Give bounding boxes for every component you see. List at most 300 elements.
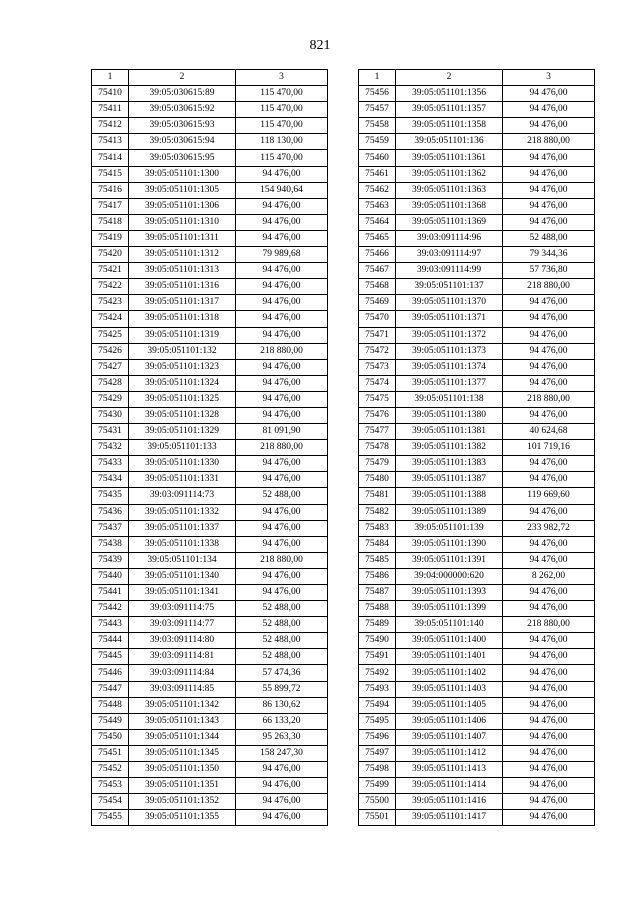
cell-cadastral-number: 39:05:051101:1416 xyxy=(396,794,503,810)
cell-value: 40 624,68 xyxy=(503,424,595,440)
table-row xyxy=(359,327,595,343)
column-header-number: 1 xyxy=(359,70,396,86)
cell-value: 94 476,00 xyxy=(503,729,595,745)
cell-row-number: 75452 xyxy=(92,762,129,778)
cell-value: 115 470,00 xyxy=(236,150,328,166)
table-row xyxy=(359,263,595,279)
table-row xyxy=(92,343,328,359)
cell-value: 8 262,00 xyxy=(503,568,595,584)
cell-row-number: 75432 xyxy=(92,440,129,456)
cell-row-number: 75489 xyxy=(359,617,396,633)
table-row xyxy=(92,472,328,488)
cell-cadastral-number: 39:05:051101:136 xyxy=(396,134,503,150)
cell-value: 94 476,00 xyxy=(503,794,595,810)
table-row xyxy=(359,391,595,407)
cell-cadastral-number: 39:05:051101:1355 xyxy=(129,810,236,826)
column-header-value: 3 xyxy=(503,70,595,86)
cell-cadastral-number: 39:03:091114:81 xyxy=(129,649,236,665)
table-row xyxy=(92,729,328,745)
table-row xyxy=(92,633,328,649)
cell-row-number: 75487 xyxy=(359,585,396,601)
cell-value: 81 091,90 xyxy=(236,424,328,440)
table-row xyxy=(92,279,328,295)
table-row xyxy=(92,794,328,810)
cell-row-number: 75466 xyxy=(359,247,396,263)
cell-cadastral-number: 39:05:051101:1374 xyxy=(396,359,503,375)
table-row xyxy=(359,713,595,729)
cell-value: 94 476,00 xyxy=(236,198,328,214)
cell-cadastral-number: 39:05:051101:1406 xyxy=(396,713,503,729)
table-row xyxy=(359,568,595,584)
cell-cadastral-number: 39:05:051101:138 xyxy=(396,391,503,407)
table-row xyxy=(92,617,328,633)
cell-row-number: 75448 xyxy=(92,697,129,713)
table-row xyxy=(92,407,328,423)
table-header-row xyxy=(92,70,328,86)
table-row xyxy=(359,697,595,713)
cell-value: 52 488,00 xyxy=(236,649,328,665)
cell-cadastral-number: 39:05:051101:1373 xyxy=(396,343,503,359)
table-row xyxy=(92,713,328,729)
cell-cadastral-number: 39:05:051101:133 xyxy=(129,440,236,456)
cell-value: 94 476,00 xyxy=(236,166,328,182)
cell-row-number: 75500 xyxy=(359,794,396,810)
cell-row-number: 75451 xyxy=(92,745,129,761)
cell-row-number: 75428 xyxy=(92,375,129,391)
table-row xyxy=(92,118,328,134)
cell-cadastral-number: 39:05:051101:1337 xyxy=(129,520,236,536)
cell-row-number: 75444 xyxy=(92,633,129,649)
cell-row-number: 75413 xyxy=(92,134,129,150)
cell-cadastral-number: 39:05:051101:1305 xyxy=(129,182,236,198)
cell-row-number: 75418 xyxy=(92,214,129,230)
cell-value: 158 247,30 xyxy=(236,745,328,761)
table-row xyxy=(359,118,595,134)
cell-row-number: 75416 xyxy=(92,182,129,198)
cell-row-number: 75417 xyxy=(92,198,129,214)
cell-value: 52 488,00 xyxy=(503,230,595,246)
table-row xyxy=(92,681,328,697)
cell-cadastral-number: 39:05:051101:1399 xyxy=(396,601,503,617)
cell-value: 94 476,00 xyxy=(503,86,595,102)
cell-value: 94 476,00 xyxy=(503,407,595,423)
cell-value: 94 476,00 xyxy=(503,166,595,182)
table-row xyxy=(359,794,595,810)
cell-row-number: 75421 xyxy=(92,263,129,279)
cell-value: 94 476,00 xyxy=(503,504,595,520)
cell-row-number: 75496 xyxy=(359,729,396,745)
table-row xyxy=(359,552,595,568)
cell-cadastral-number: 39:05:030615:89 xyxy=(129,86,236,102)
table-row xyxy=(359,214,595,230)
table-row xyxy=(359,601,595,617)
cell-value: 94 476,00 xyxy=(503,745,595,761)
cell-row-number: 75474 xyxy=(359,375,396,391)
cell-cadastral-number: 39:05:051101:1332 xyxy=(129,504,236,520)
table-row xyxy=(359,230,595,246)
cell-row-number: 75473 xyxy=(359,359,396,375)
table-row xyxy=(92,295,328,311)
cell-value: 119 669,60 xyxy=(503,488,595,504)
cell-value: 218 880,00 xyxy=(236,343,328,359)
cell-value: 52 488,00 xyxy=(236,617,328,633)
cell-value: 79 989,68 xyxy=(236,247,328,263)
table-row xyxy=(359,134,595,150)
cell-value: 94 476,00 xyxy=(236,230,328,246)
cell-cadastral-number: 39:05:051101:1372 xyxy=(396,327,503,343)
cell-row-number: 75470 xyxy=(359,311,396,327)
cell-cadastral-number: 39:05:051101:1403 xyxy=(396,681,503,697)
table-row xyxy=(92,601,328,617)
cell-value: 115 470,00 xyxy=(236,102,328,118)
cell-value: 218 880,00 xyxy=(236,552,328,568)
cell-row-number: 75443 xyxy=(92,617,129,633)
cell-row-number: 75450 xyxy=(92,729,129,745)
cell-value: 94 476,00 xyxy=(236,327,328,343)
cell-value: 94 476,00 xyxy=(503,118,595,134)
table-row xyxy=(92,102,328,118)
table-row xyxy=(359,762,595,778)
cell-row-number: 75482 xyxy=(359,504,396,520)
table-row xyxy=(359,407,595,423)
cell-cadastral-number: 39:05:051101:1377 xyxy=(396,375,503,391)
cell-cadastral-number: 39:05:051101:1324 xyxy=(129,375,236,391)
cell-row-number: 75434 xyxy=(92,472,129,488)
cell-value: 94 476,00 xyxy=(503,810,595,826)
cell-value: 94 476,00 xyxy=(503,214,595,230)
table-row xyxy=(359,778,595,794)
cell-value: 94 476,00 xyxy=(236,375,328,391)
cell-row-number: 75467 xyxy=(359,263,396,279)
cell-value: 218 880,00 xyxy=(503,279,595,295)
table-row xyxy=(359,166,595,182)
cell-row-number: 75471 xyxy=(359,327,396,343)
cell-cadastral-number: 39:05:051101:1383 xyxy=(396,456,503,472)
cell-value: 94 476,00 xyxy=(236,794,328,810)
cell-cadastral-number: 39:05:051101:1407 xyxy=(396,729,503,745)
table-row xyxy=(359,649,595,665)
table-row xyxy=(92,665,328,681)
cell-cadastral-number: 39:05:051101:1361 xyxy=(396,150,503,166)
cell-cadastral-number: 39:05:030615:93 xyxy=(129,118,236,134)
cell-cadastral-number: 39:05:051101:132 xyxy=(129,343,236,359)
table-row xyxy=(359,617,595,633)
cell-cadastral-number: 39:05:051101:1370 xyxy=(396,295,503,311)
cell-cadastral-number: 39:05:051101:1331 xyxy=(129,472,236,488)
table-row xyxy=(359,424,595,440)
cell-row-number: 75481 xyxy=(359,488,396,504)
cell-cadastral-number: 39:03:091114:85 xyxy=(129,681,236,697)
cell-value: 94 476,00 xyxy=(236,263,328,279)
cell-row-number: 75453 xyxy=(92,778,129,794)
page-number: 821 xyxy=(309,38,331,53)
cell-value: 94 476,00 xyxy=(503,472,595,488)
cell-row-number: 75424 xyxy=(92,311,129,327)
registry-table-right xyxy=(358,69,595,826)
cell-value: 154 940,64 xyxy=(236,182,328,198)
cell-row-number: 75472 xyxy=(359,343,396,359)
cell-row-number: 75441 xyxy=(92,585,129,601)
cell-cadastral-number: 39:05:051101:1318 xyxy=(129,311,236,327)
cell-value: 94 476,00 xyxy=(503,649,595,665)
column-header-cadastral: 2 xyxy=(129,70,236,86)
cell-cadastral-number: 39:03:091114:77 xyxy=(129,617,236,633)
table-row xyxy=(92,166,328,182)
cell-row-number: 75446 xyxy=(92,665,129,681)
cell-row-number: 75457 xyxy=(359,102,396,118)
cell-value: 94 476,00 xyxy=(503,311,595,327)
cell-cadastral-number: 39:05:051101:1390 xyxy=(396,536,503,552)
cell-row-number: 75433 xyxy=(92,456,129,472)
cell-row-number: 75415 xyxy=(92,166,129,182)
table-row xyxy=(359,585,595,601)
cell-value: 94 476,00 xyxy=(236,810,328,826)
cell-cadastral-number: 39:05:051101:1371 xyxy=(396,311,503,327)
table-row xyxy=(92,697,328,713)
table-row xyxy=(92,424,328,440)
cell-cadastral-number: 39:05:051101:1312 xyxy=(129,247,236,263)
cell-row-number: 75427 xyxy=(92,359,129,375)
cell-cadastral-number: 39:05:051101:1310 xyxy=(129,214,236,230)
table-row xyxy=(359,247,595,263)
table-row xyxy=(359,745,595,761)
table-row xyxy=(359,665,595,681)
cell-cadastral-number: 39:05:051101:1345 xyxy=(129,745,236,761)
cell-cadastral-number: 39:05:051101:1316 xyxy=(129,279,236,295)
cell-cadastral-number: 39:05:051101:1357 xyxy=(396,102,503,118)
cell-row-number: 75449 xyxy=(92,713,129,729)
cell-cadastral-number: 39:05:051101:1356 xyxy=(396,86,503,102)
table-row xyxy=(92,311,328,327)
cell-cadastral-number: 39:05:051101:1328 xyxy=(129,407,236,423)
table-row xyxy=(92,585,328,601)
cell-cadastral-number: 39:05:051101:1413 xyxy=(396,762,503,778)
cell-cadastral-number: 39:05:051101:1358 xyxy=(396,118,503,134)
table-row xyxy=(359,729,595,745)
cell-row-number: 75485 xyxy=(359,552,396,568)
cell-row-number: 75463 xyxy=(359,198,396,214)
cell-row-number: 75484 xyxy=(359,536,396,552)
cell-cadastral-number: 39:05:051101:1350 xyxy=(129,762,236,778)
table-row xyxy=(92,230,328,246)
table-row xyxy=(92,214,328,230)
table-row xyxy=(92,488,328,504)
table-row xyxy=(92,649,328,665)
cell-cadastral-number: 39:05:051101:1306 xyxy=(129,198,236,214)
table-row xyxy=(92,456,328,472)
cell-value: 94 476,00 xyxy=(503,343,595,359)
cell-value: 233 982,72 xyxy=(503,520,595,536)
cell-cadastral-number: 39:05:051101:1382 xyxy=(396,440,503,456)
table-row xyxy=(359,343,595,359)
cell-row-number: 75442 xyxy=(92,601,129,617)
table-row xyxy=(359,440,595,456)
cell-value: 101 719,16 xyxy=(503,440,595,456)
cell-cadastral-number: 39:03:091114:96 xyxy=(396,230,503,246)
table-row xyxy=(359,198,595,214)
table-row xyxy=(92,568,328,584)
cell-value: 115 470,00 xyxy=(236,118,328,134)
cell-cadastral-number: 39:05:051101:1319 xyxy=(129,327,236,343)
table-row xyxy=(92,359,328,375)
table-row xyxy=(92,810,328,826)
cell-value: 94 476,00 xyxy=(503,762,595,778)
cell-cadastral-number: 39:05:051101:1402 xyxy=(396,665,503,681)
cell-value: 94 476,00 xyxy=(236,407,328,423)
cell-cadastral-number: 39:03:091114:73 xyxy=(129,488,236,504)
cell-cadastral-number: 39:05:051101:1317 xyxy=(129,295,236,311)
cell-row-number: 75479 xyxy=(359,456,396,472)
table-row xyxy=(92,440,328,456)
table-row xyxy=(359,456,595,472)
cell-row-number: 75410 xyxy=(92,86,129,102)
cell-row-number: 75425 xyxy=(92,327,129,343)
table-row xyxy=(92,552,328,568)
cell-value: 52 488,00 xyxy=(236,633,328,649)
cell-value: 94 476,00 xyxy=(503,697,595,713)
cell-row-number: 75429 xyxy=(92,391,129,407)
table-row xyxy=(359,488,595,504)
cell-value: 94 476,00 xyxy=(503,102,595,118)
table-row xyxy=(359,150,595,166)
table-header-row xyxy=(359,70,595,86)
cell-row-number: 75493 xyxy=(359,681,396,697)
cell-cadastral-number: 39:05:051101:1400 xyxy=(396,633,503,649)
cell-row-number: 75478 xyxy=(359,440,396,456)
table-row xyxy=(359,536,595,552)
cell-value: 79 344,36 xyxy=(503,247,595,263)
table-row xyxy=(92,247,328,263)
cell-cadastral-number: 39:05:051101:1391 xyxy=(396,552,503,568)
cell-cadastral-number: 39:05:051101:1362 xyxy=(396,166,503,182)
cell-value: 94 476,00 xyxy=(503,456,595,472)
table-row xyxy=(92,536,328,552)
cell-row-number: 75435 xyxy=(92,488,129,504)
cell-cadastral-number: 39:05:051101:1387 xyxy=(396,472,503,488)
cell-row-number: 75454 xyxy=(92,794,129,810)
cell-cadastral-number: 39:05:051101:1368 xyxy=(396,198,503,214)
cell-cadastral-number: 39:05:051101:1414 xyxy=(396,778,503,794)
cell-cadastral-number: 39:05:051101:1340 xyxy=(129,568,236,584)
cell-value: 57 736,80 xyxy=(503,263,595,279)
cell-row-number: 75486 xyxy=(359,568,396,584)
cell-cadastral-number: 39:05:051101:1412 xyxy=(396,745,503,761)
cell-value: 94 476,00 xyxy=(236,585,328,601)
cell-cadastral-number: 39:05:051101:1329 xyxy=(129,424,236,440)
cell-value: 94 476,00 xyxy=(236,295,328,311)
cell-value: 94 476,00 xyxy=(503,182,595,198)
cell-row-number: 75436 xyxy=(92,504,129,520)
cell-row-number: 75419 xyxy=(92,230,129,246)
cell-row-number: 75437 xyxy=(92,520,129,536)
column-header-number: 1 xyxy=(92,70,129,86)
cell-value: 118 130,00 xyxy=(236,134,328,150)
cell-cadastral-number: 39:05:051101:1380 xyxy=(396,407,503,423)
cell-cadastral-number: 39:05:030615:94 xyxy=(129,134,236,150)
cell-cadastral-number: 39:05:051101:134 xyxy=(129,552,236,568)
table-row xyxy=(359,520,595,536)
table-row xyxy=(92,762,328,778)
cell-cadastral-number: 39:04:000000:620 xyxy=(396,568,503,584)
cell-cadastral-number: 39:05:051101:1388 xyxy=(396,488,503,504)
cell-value: 94 476,00 xyxy=(236,762,328,778)
cell-value: 94 476,00 xyxy=(236,391,328,407)
table-row xyxy=(359,504,595,520)
cell-row-number: 75492 xyxy=(359,665,396,681)
cell-row-number: 75465 xyxy=(359,230,396,246)
table-row xyxy=(92,778,328,794)
table-row xyxy=(359,279,595,295)
table-row xyxy=(359,633,595,649)
cell-row-number: 75460 xyxy=(359,150,396,166)
cell-value: 95 263,30 xyxy=(236,729,328,745)
cell-cadastral-number: 39:05:051101:1363 xyxy=(396,182,503,198)
cell-cadastral-number: 39:05:051101:1338 xyxy=(129,536,236,552)
cell-value: 94 476,00 xyxy=(503,198,595,214)
cell-row-number: 75455 xyxy=(92,810,129,826)
cell-cadastral-number: 39:05:051101:1401 xyxy=(396,649,503,665)
cell-cadastral-number: 39:05:051101:139 xyxy=(396,520,503,536)
cell-value: 94 476,00 xyxy=(503,375,595,391)
cell-row-number: 75476 xyxy=(359,407,396,423)
cell-row-number: 75501 xyxy=(359,810,396,826)
cell-value: 94 476,00 xyxy=(236,359,328,375)
column-header-cadastral: 2 xyxy=(396,70,503,86)
cell-value: 94 476,00 xyxy=(236,504,328,520)
cell-cadastral-number: 39:05:051101:140 xyxy=(396,617,503,633)
cell-value: 218 880,00 xyxy=(503,134,595,150)
cell-cadastral-number: 39:05:051101:1330 xyxy=(129,456,236,472)
cell-row-number: 75456 xyxy=(359,86,396,102)
cell-value: 94 476,00 xyxy=(236,456,328,472)
cell-cadastral-number: 39:05:051101:137 xyxy=(396,279,503,295)
cell-value: 66 133,20 xyxy=(236,713,328,729)
cell-value: 94 476,00 xyxy=(503,359,595,375)
table-row xyxy=(359,810,595,826)
cell-row-number: 75498 xyxy=(359,762,396,778)
cell-row-number: 75411 xyxy=(92,102,129,118)
table-row xyxy=(92,182,328,198)
cell-row-number: 75494 xyxy=(359,697,396,713)
cell-row-number: 75499 xyxy=(359,778,396,794)
cell-row-number: 75445 xyxy=(92,649,129,665)
cell-cadastral-number: 39:05:051101:1313 xyxy=(129,263,236,279)
cell-row-number: 75469 xyxy=(359,295,396,311)
cell-value: 94 476,00 xyxy=(503,327,595,343)
cell-cadastral-number: 39:05:030615:95 xyxy=(129,150,236,166)
cell-value: 94 476,00 xyxy=(503,713,595,729)
cell-row-number: 75495 xyxy=(359,713,396,729)
cell-value: 94 476,00 xyxy=(236,520,328,536)
cell-cadastral-number: 39:05:051101:1393 xyxy=(396,585,503,601)
cell-cadastral-number: 39:05:051101:1344 xyxy=(129,729,236,745)
cell-value: 94 476,00 xyxy=(236,536,328,552)
table-row xyxy=(359,295,595,311)
cell-value: 94 476,00 xyxy=(503,150,595,166)
table-row xyxy=(359,472,595,488)
table-row xyxy=(359,102,595,118)
cell-row-number: 75491 xyxy=(359,649,396,665)
cell-row-number: 75461 xyxy=(359,166,396,182)
cell-value: 57 474,36 xyxy=(236,665,328,681)
table-row xyxy=(359,359,595,375)
cell-row-number: 75477 xyxy=(359,424,396,440)
table-row xyxy=(92,375,328,391)
cell-row-number: 75447 xyxy=(92,681,129,697)
cell-cadastral-number: 39:05:051101:1343 xyxy=(129,713,236,729)
cell-cadastral-number: 39:05:051101:1417 xyxy=(396,810,503,826)
cell-value: 218 880,00 xyxy=(236,440,328,456)
